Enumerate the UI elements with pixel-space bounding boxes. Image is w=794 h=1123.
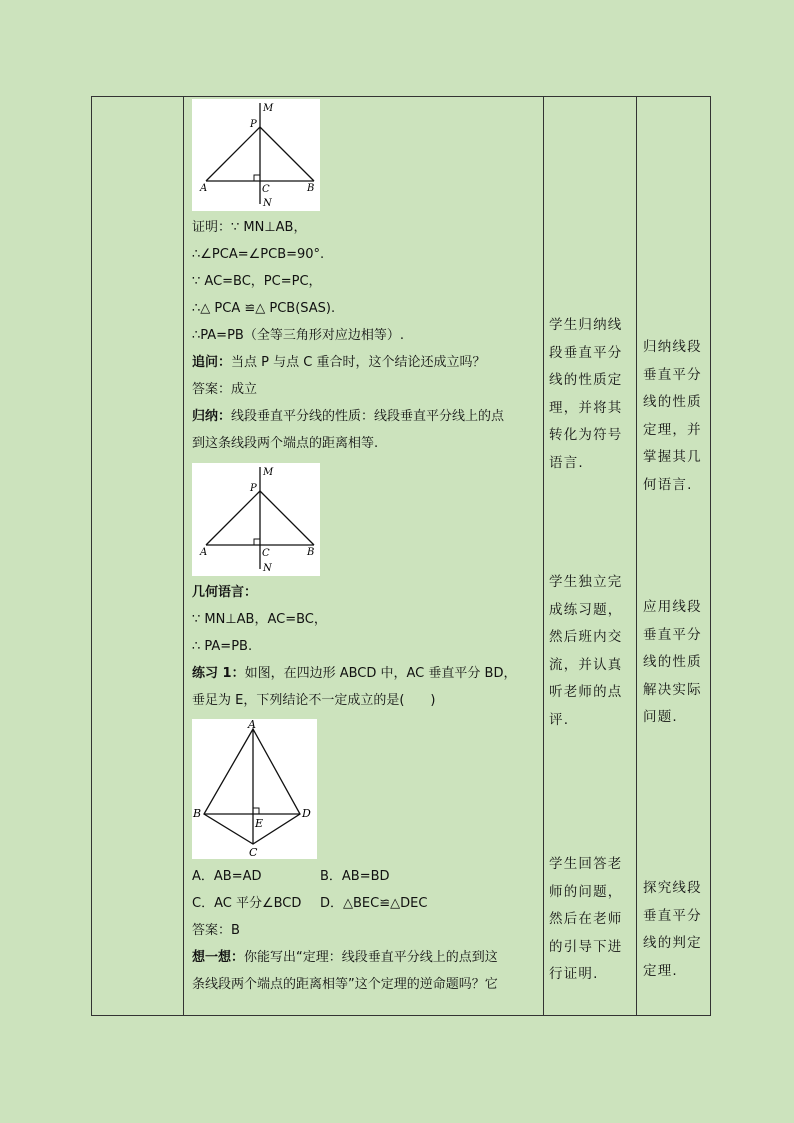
summary-text: 线段垂直平分线的性质：线段垂直平分线上的点	[231, 409, 505, 424]
think-line: 条线段两个端点的距离相等”这个定理的逆命题吗？它	[192, 977, 498, 992]
summary-label: 归纳：	[192, 409, 232, 424]
design-purpose-1: 归纳线段垂直平分线的性质定理，并掌握其几何语言.	[643, 339, 702, 493]
label-a: A	[200, 183, 208, 194]
label-d: D	[302, 807, 311, 820]
summary-line: 到这条线段两个端点的距离相等.	[192, 436, 379, 451]
label-c: C	[262, 548, 270, 559]
exercise-label: 练习 1：	[192, 666, 245, 681]
proof-line: ∴△ PCA ≌△ PCB(SAS).	[192, 301, 336, 316]
label-n: N	[263, 563, 272, 574]
design-purpose-3: 探究线段垂直平分线的判定定理.	[643, 880, 702, 979]
label-p: P	[250, 119, 257, 130]
design-purpose-2: 应用线段垂直平分线的性质解决实际问题.	[643, 599, 702, 725]
options-line	[192, 867, 542, 887]
proof-line: ∴PA=PB（全等三角形对应边相等）.	[192, 328, 404, 343]
label-b: B	[193, 807, 202, 820]
think-text: 你能写出“定理：线段垂直平分线上的点到这	[244, 950, 498, 965]
exercise-line	[192, 664, 542, 684]
exercise-text: 如图，在四边形 ABCD 中，AC 垂直平分 BD，	[244, 666, 517, 681]
column-divider	[543, 97, 544, 1015]
label-c: C	[249, 846, 258, 859]
lesson-table	[91, 96, 711, 1016]
label-n: N	[263, 198, 272, 209]
think-label: 想一想：	[192, 950, 245, 965]
teaching-content-cell	[192, 97, 542, 1015]
label-c: C	[262, 184, 270, 195]
label-a: A	[248, 719, 256, 731]
follow-up-label: 追问：	[192, 355, 232, 370]
label-a: A	[200, 547, 208, 558]
student-activity-3: 学生回答老师的问题，然后在老师的引导下进行证明.	[549, 856, 623, 982]
geometry-line: ∴ PA=PB.	[192, 639, 253, 654]
summary-line	[192, 407, 542, 427]
proof-line: ∵ AC=BC，PC=PC，	[192, 274, 322, 289]
option-c: C．AC 平分∠BCD	[192, 896, 302, 911]
column-divider	[636, 97, 637, 1015]
option-b: B．AB=BD	[320, 869, 390, 884]
label-m: M	[263, 103, 274, 114]
think-line	[192, 948, 542, 968]
label-b: B	[307, 183, 315, 194]
options-line	[192, 894, 542, 914]
proof-line: ∴∠PCA=∠PCB=90°.	[192, 247, 325, 262]
figure-perpendicular-bisector-1	[192, 99, 320, 211]
follow-up-question	[192, 353, 542, 373]
proof-line: 证明：∵ MN⊥AB，	[192, 220, 307, 235]
answer-line: 答案：B	[192, 923, 240, 938]
label-e: E	[255, 817, 264, 830]
option-a: A．AB=AD	[192, 869, 262, 884]
label-p: P	[250, 483, 257, 494]
answer-line: 答案：成立	[192, 382, 258, 397]
option-d: D．△BEC≌△DEC	[320, 896, 428, 911]
follow-up-text: 当点 P 与点 C 重合时，这个结论还成立吗？	[231, 355, 486, 370]
student-activity-2: 学生独立完成练习题，然后班内交流，并认真听老师的点评.	[549, 574, 623, 728]
geometry-language-label: 几何语言：	[192, 585, 258, 600]
exercise-line: 垂足为 E，下列结论不一定成立的是( )	[192, 693, 436, 708]
student-activity-1: 学生归纳线段垂直平分线的性质定理，并将其转化为符号语言.	[549, 317, 623, 471]
figure-perpendicular-bisector-2	[192, 463, 320, 576]
geometry-line: ∵ MN⊥AB，AC=BC，	[192, 612, 327, 627]
figure-quadrilateral-abcd	[192, 719, 317, 859]
label-m: M	[263, 467, 274, 478]
column-divider	[183, 97, 184, 1015]
label-b: B	[307, 547, 315, 558]
